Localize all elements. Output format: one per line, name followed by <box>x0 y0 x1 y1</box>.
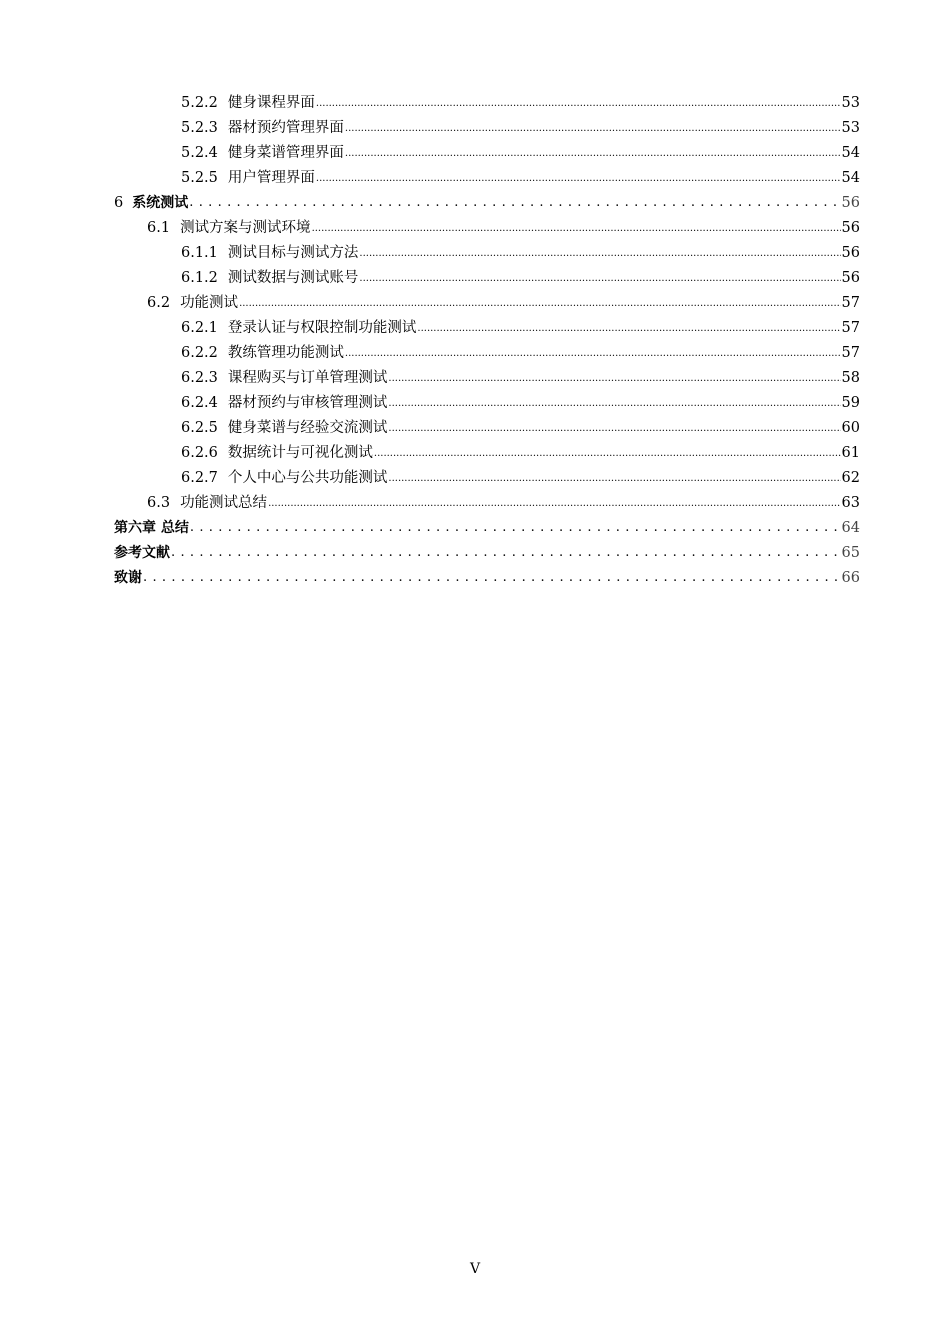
toc-dot-leader <box>189 190 840 215</box>
toc-dot-leader <box>312 215 841 241</box>
toc-entry-number: 6.2.6 <box>181 445 218 461</box>
toc-entry-number: 6.2.4 <box>181 395 218 411</box>
toc-entry-number: 6.2.7 <box>181 470 218 486</box>
toc-entry-page: 64 <box>841 520 860 536</box>
toc-dot-leader <box>417 315 840 341</box>
toc-dot-leader <box>190 515 841 540</box>
toc-entry-title: 个人中心与公共功能测试 <box>227 470 388 486</box>
toc-entry[interactable] <box>114 366 860 391</box>
toc-entry-title: 健身菜谱与经验交流测试 <box>227 420 388 436</box>
toc-entry-number: 6.3 <box>147 495 171 511</box>
toc-chapter-entry[interactable] <box>114 516 860 541</box>
toc-entry-page: 53 <box>841 95 860 111</box>
toc-entry[interactable] <box>114 241 860 266</box>
toc-entry-title: 系统测试 <box>132 195 189 211</box>
toc-entry-page: 62 <box>841 470 860 486</box>
toc-entry-title: 致谢 <box>114 570 142 586</box>
toc-entry-page: 53 <box>841 120 860 136</box>
toc-entry-title: 第六章 总结 <box>114 520 189 536</box>
toc-entry-title: 参考文献 <box>114 545 170 561</box>
toc-chapter-entry[interactable] <box>114 566 860 591</box>
toc-chapter-entry[interactable] <box>114 541 860 566</box>
toc-entry-number: 6.2.5 <box>181 420 218 436</box>
toc-entry-page: 65 <box>841 545 860 561</box>
toc-entry-number: 6.2.3 <box>181 370 218 386</box>
toc-entry-number: 5.2.3 <box>181 120 218 136</box>
toc-entry-number: 6.1.2 <box>181 270 218 286</box>
toc-entry-number: 5.2.5 <box>181 170 218 186</box>
toc-entry[interactable] <box>114 316 860 341</box>
toc-entry-page: 63 <box>841 495 860 511</box>
toc-dot-leader <box>239 290 840 316</box>
toc-entry[interactable] <box>114 291 860 316</box>
toc-entry-page: 56 <box>841 245 860 261</box>
toc-entry-page: 54 <box>841 170 860 186</box>
toc-entry[interactable] <box>114 491 860 516</box>
toc-entry-title: 用户管理界面 <box>227 170 315 186</box>
toc-entry-title: 教练管理功能测试 <box>227 345 344 361</box>
toc-entry-title: 功能测试总结 <box>180 495 268 511</box>
toc-entry[interactable] <box>114 391 860 416</box>
toc-entry[interactable] <box>114 341 860 366</box>
toc-entry[interactable] <box>114 116 860 141</box>
toc-entry-title: 登录认证与权限控制功能测试 <box>227 320 417 336</box>
toc-entry-title: 健身课程界面 <box>227 95 315 111</box>
toc-entry-number: 5.2.2 <box>181 95 218 111</box>
toc-entry-title: 器材预约与审核管理测试 <box>227 395 388 411</box>
toc-dot-leader <box>268 490 840 516</box>
toc-entry[interactable] <box>114 466 860 491</box>
toc-entry-page: 60 <box>841 420 860 436</box>
toc-entry-number: 6.2.1 <box>181 320 218 336</box>
toc-entry-number: 6.2 <box>147 295 171 311</box>
toc-entry-page: 57 <box>841 345 860 361</box>
toc-entry[interactable] <box>114 216 860 241</box>
toc-entry-page: 56 <box>841 195 860 211</box>
toc-entry-page: 54 <box>841 145 860 161</box>
toc-dot-leader <box>316 165 841 191</box>
toc-entry-number: 5.2.4 <box>181 145 218 161</box>
toc-dot-leader <box>388 465 840 491</box>
toc-entry[interactable] <box>114 91 860 116</box>
toc-entry-page: 56 <box>841 270 860 286</box>
toc-entry-title: 课程购买与订单管理测试 <box>227 370 388 386</box>
toc-entry-page: 61 <box>841 445 860 461</box>
toc-entry[interactable] <box>114 141 860 166</box>
toc-entry-title: 数据统计与可视化测试 <box>227 445 373 461</box>
toc-entry-title: 测试目标与测试方法 <box>227 245 359 261</box>
toc-dot-leader <box>345 115 841 141</box>
toc-entry[interactable] <box>114 441 860 466</box>
toc-entry[interactable] <box>114 416 860 441</box>
page-number-footer: V <box>469 1261 481 1277</box>
toc-entry-page: 59 <box>841 395 860 411</box>
toc-entry[interactable] <box>114 166 860 191</box>
toc-entry-title: 器材预约管理界面 <box>227 120 344 136</box>
toc-entry-number: 6.1 <box>147 220 171 236</box>
toc-entry-page: 57 <box>841 320 860 336</box>
toc-dot-leader <box>388 365 840 391</box>
toc-dot-leader <box>143 565 841 590</box>
toc-entry-page: 58 <box>841 370 860 386</box>
toc-entry[interactable] <box>114 266 860 291</box>
toc-dot-leader <box>345 340 841 366</box>
toc-entry-page: 56 <box>841 220 860 236</box>
toc-entry-page: 57 <box>841 295 860 311</box>
toc-dot-leader <box>359 265 840 291</box>
toc-entry-title: 测试数据与测试账号 <box>227 270 359 286</box>
toc-entry-title: 测试方案与测试环境 <box>180 220 311 236</box>
toc-dot-leader <box>359 240 840 266</box>
toc-dot-leader <box>171 540 841 565</box>
toc-entry-number: 6.2.2 <box>181 345 218 361</box>
toc-dot-leader <box>388 390 840 416</box>
toc-dot-leader <box>388 415 840 441</box>
toc-entry-page: 66 <box>841 570 860 586</box>
toc-entry-number: 6.1.1 <box>181 245 218 261</box>
toc-dot-leader <box>316 90 841 116</box>
toc-chapter-entry[interactable] <box>114 191 860 216</box>
toc-entry-number: 6 <box>114 195 124 211</box>
toc-entry-title: 功能测试 <box>180 295 239 311</box>
toc-entry-title: 健身菜谱管理界面 <box>227 145 344 161</box>
toc-dot-leader <box>374 440 841 466</box>
table-of-contents <box>114 91 860 591</box>
toc-dot-leader <box>345 140 841 166</box>
